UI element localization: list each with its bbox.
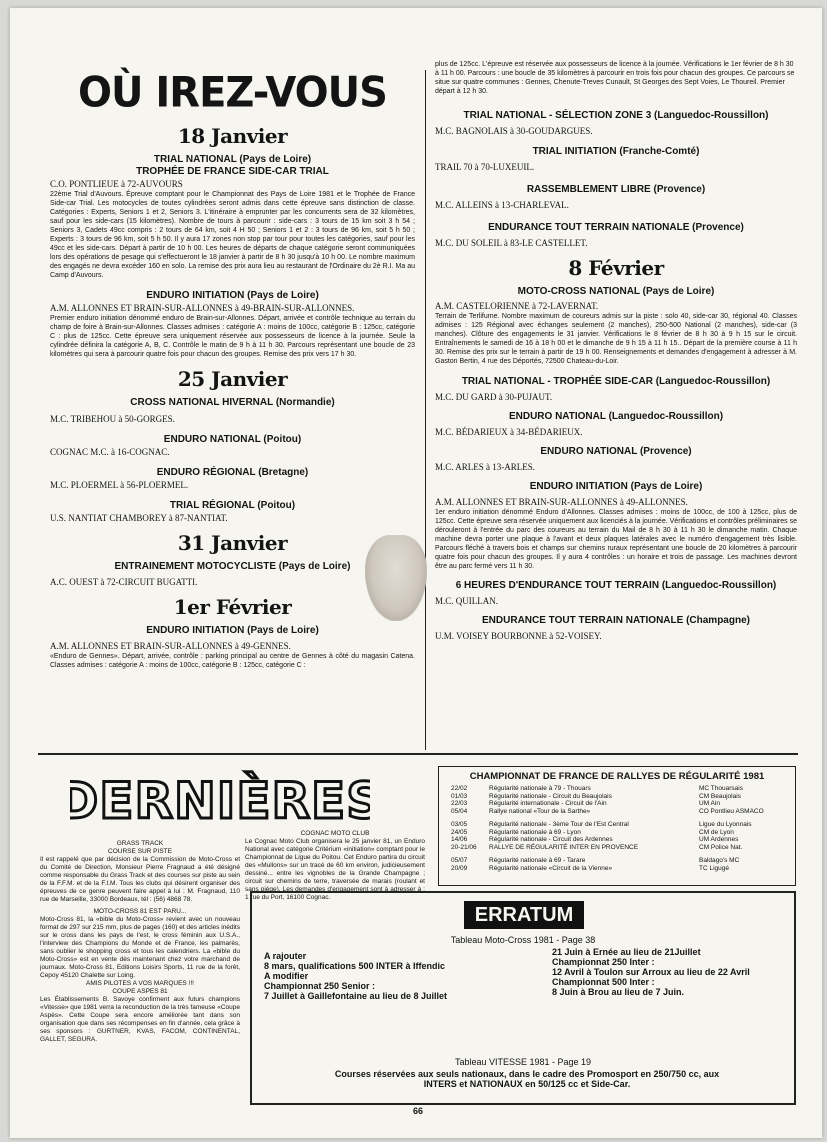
date-heading: 8 Février: [568, 256, 664, 280]
news-heading: MOTO-CROSS 81 EST PARU...: [93, 908, 187, 915]
rally-row: [439, 785, 795, 793]
rally-cell: 03/05: [451, 821, 468, 828]
event-organizer: A.M. ALLONNES ET BRAIN-SUR-ALLONNES à 49-ALLONNES.: [435, 497, 688, 507]
event-organizer: C.O. PONTLIEUE à 72-AUVOURS: [50, 179, 183, 189]
rally-cell: 22/02: [451, 785, 468, 792]
rally-title: CHAMPIONNAT DE FRANCE DE RALLYES DE RÉGULARITÉ 1981: [469, 771, 765, 782]
event-organizer: M.C. DU SOLEIL à 83-LE CASTELLET.: [435, 238, 588, 248]
rally-calendar-box: [438, 766, 796, 886]
event-organizer: A.C. OUEST à 72-CIRCUIT BUGATTI.: [50, 577, 198, 587]
rally-row: [439, 800, 795, 808]
erratum-subtitle: Tableau VITESSE 1981 - Page 19: [454, 1057, 592, 1067]
rally-row: [439, 844, 795, 852]
event-organizer: U.M. VOISEY BOURBONNE à 52-VOISEY.: [435, 631, 602, 641]
rally-cell: Régularité nationale à 79 - Thouars: [489, 785, 591, 792]
column-divider: [425, 70, 426, 750]
event-title: ENDURO INITIATION (Pays de Loire): [146, 625, 319, 636]
event-organizer: A.M. ALLONNES ET BRAIN-SUR-ALLONNES à 49-GENNES.: [50, 641, 291, 651]
rally-cell: Régularité internationale - Circuit de l'Ain: [489, 800, 607, 807]
news-heading: AMIS PILOTES A VOS MARQUES !!!: [85, 980, 194, 987]
event-title: ENDURO NATIONAL (Poitou): [163, 434, 302, 445]
event-organizer: U.S. NANTIAT CHAMBOREY à 87-NANTIAT.: [50, 513, 228, 523]
page-number: 66: [413, 1106, 424, 1116]
rally-cell: 20/09: [451, 864, 468, 872]
rally-cell: TC Ligugé: [699, 864, 729, 872]
erratum-line: A rajouter: [264, 951, 307, 961]
left-column: [50, 70, 415, 670]
portrait-photo: [365, 535, 427, 621]
erratum-subtitle: Tableau Moto-Cross 1981 - Page 38: [450, 935, 596, 945]
rally-cell: Rallye national «Tour de la Sarthe»: [489, 807, 591, 815]
erratum-right-list: [552, 947, 792, 997]
event-title: TRIAL INITIATION (Franche-Comté): [532, 146, 700, 157]
event-organizer: COGNAC M.C. à 16-COGNAC.: [50, 447, 170, 457]
rally-cell: CM Beaujolais: [699, 792, 741, 800]
rally-cell: MC Thouarsais: [699, 785, 743, 792]
erratum-note: Courses réservées aux seuls nationaux, dans le cadre des Promosport en 250/750 cc, aux INTERS et NATIONAUX en 50/125 cc et Side-Car.: [334, 1069, 720, 1089]
event-title: ENDURANCE TOUT TERRAIN NATIONALE (Provence): [488, 222, 744, 233]
rally-cell: 01/03: [451, 792, 468, 800]
event-title: TRIAL RÉGIONAL (Poitou): [169, 500, 296, 511]
event-title: ENDURANCE TOUT TERRAIN NATIONALE (Champagne): [482, 615, 750, 626]
event-title: TRIAL NATIONAL - TROPHÉE SIDE-CAR (Languedoc-Roussillon): [461, 376, 771, 387]
event-description: plus de 125cc. L'épreuve est réservée aux possesseurs de licence à la journée. Vérifications le 1er février de 8 h 30 à 11 h 00. Parcours : une boucle de 35 kilomètres à parcourir en trois fois pour chacun des groupes. Ce parcours se situe sur quatre communes : Gennes, Chenute-Treves Cunault, St Georges des Sept Voies, Le Thoureil. Premier départ à 12 h 30.: [435, 61, 795, 95]
rally-row: [439, 808, 795, 816]
rally-cell: Régularité nationale «Circuit de la Vienne»: [489, 864, 613, 872]
event-title: ENDURO NATIONAL (Provence): [540, 446, 692, 457]
event-title: TRIAL NATIONAL (Pays de Loire): [153, 154, 312, 165]
event-description: 1er enduro initiation dénommé Enduro d'Allonnes. Classes admises : moins de 100cc, de 100 à 125cc, plus de 125cc. Cette épreuve sera réservée uniquement aux licenciés à la journée. Vérifications et contrôles préliminaires se dérouleront à l'entrée du parc des coureurs au terrain du Mail de 8 h 30 à 11 h 30 le dimanche matin. Chaque machine devra porter une plaque à l'avant et deux plaques latérales avec le numéro d'engagement très lisible. Parcours fléché à travers bois et champs sur chemins ruraux représentant une boucle de 20 kilomètres à parcourir quatre fois pour chacun des groupes. Il y aura 4 contrôles : un horaire et trois de passage. Les machines devront être au parc fermé vers 11 h 30.: [435, 509, 797, 570]
rally-cell: Régularité nationale à 69 - Tarare: [489, 857, 586, 864]
rally-cell: 22/03: [451, 800, 468, 807]
event-organizer: M.C. ARLES à 13-ARLES.: [435, 462, 536, 472]
rally-cell: Régularité nationale - Circuit du Beaujolais: [489, 792, 612, 800]
erratum-line: 8 Juin à Brou au lieu de 7 Juin.: [552, 987, 685, 997]
event-organizer: M.C. ALLEINS à 13-CHARLEVAL.: [435, 200, 569, 210]
rally-cell: 14/06: [451, 836, 468, 843]
erratum-left-list: [264, 951, 524, 1001]
event-description: Premier enduro initiation dénommé enduro de Brain-sur-Allonnes. Départ, arrivée et contrôle technique au terrain du champ de foire à Brain-sur-Allonnes. Classes admises : catégorie A : moins de 100cc, catégorie B : 125cc, catégorie C : plus de 125cc. Cette épreuve sera uniquement réservée aux possesseurs de licence à la journée. Seule la cylindrée définira la catégorie A, B, C. Contrôle le matin de 9 h à 11 h 30. Parcours représentant une boucle de 23 kilomètres qui sera à parcourir quatre fois pour chacun des groupes. Remise des prix vers 17 h 30.: [50, 315, 415, 358]
event-organizer: A.M. ALLONNES ET BRAIN-SUR-ALLONNES à 49-BRAIN-SUR-ALLONNES.: [50, 303, 355, 313]
rally-cell: Régularité nationale - Circuit des Ardennes: [489, 836, 613, 843]
event-title: ENDURO NATIONAL (Languedoc-Roussillon): [508, 411, 724, 422]
event-title: TRIAL NATIONAL - SÉLECTION ZONE 3 (Languedoc-Roussillon): [463, 110, 769, 121]
rally-row: [439, 836, 795, 844]
rally-cell: CM de Lyon: [699, 828, 734, 836]
event-organizer: A.M. CASTELORIENNE à 72-LAVERNAT.: [435, 301, 599, 311]
erratum-line: A modifier: [264, 971, 309, 981]
news-heading: COURSE SUR PISTE: [108, 848, 172, 855]
rally-cell: UM Ardennes: [699, 836, 739, 843]
news-column-left: [40, 840, 240, 1044]
rally-cell: 24/05: [451, 828, 468, 836]
event-title: CROSS NATIONAL HIVERNAL (Normandie): [130, 397, 335, 408]
rally-row: [439, 857, 795, 865]
rally-cell: 05/04: [451, 807, 468, 815]
erratum-line: 7 Juillet à Gaillefontaine au lieu de 8 Juillet: [264, 991, 448, 1001]
news-body: Les Établissements B. Savoye confirment aux futurs champions «Vitesse» que 1981 verra la reconduction de la très fameuse «Coupe Aspès». Cette Coupe sera encore améliorée tant dans son organisation que dans ses récompenses en fin d'année, cela grâce à ses sponsors : GURTNER, KVAS, FACOM, CONTINENTAL, GALLET, SEGURA.: [40, 996, 240, 1043]
news-heading: COUPE ASPES 81: [112, 988, 168, 995]
dernieres-logo: [70, 768, 370, 830]
event-organizer: M.C. BÉDARIEUX à 34-BÉDARIEUX.: [435, 427, 583, 437]
news-body: Il est rappelé que par décision de la Commission de Moto-Cross et du Comité de Direction, Monsieur Pierre Fragnaud a été désigné comme responsable du Grass Track et des courses sur piste au sein de la F.F.M. et de la F.I.M. Tous les clubs qui désirent organiser des épreuves de ce genre peuvent faire appel à lui : M. Fragnaud, 110 rue de Marseille, 33000 Bordeaux, tél : (56) 4868 78.: [40, 856, 240, 903]
rally-row: [439, 793, 795, 801]
rally-cell: Régularité nationale - 3ème Tour de l'Est Central: [489, 821, 629, 828]
rally-cell: Régularité nationale à 69 - Lyon: [489, 828, 581, 836]
event-title: ENDURO INITIATION (Pays de Loire): [146, 290, 319, 301]
news-heading: GRASS TRACK: [116, 840, 164, 847]
event-title: ENDURO RÉGIONAL (Bretagne): [156, 467, 309, 478]
news-body: Le Cognac Moto Club organisera le 25 janvier 81, un Enduro National avec catégorie Critérium «initiation» comptant pour le Championnat de Ligue du Poitou. Cet Enduro partira du circuit des «Mullons» sur un tracé de 60 km environ, judicieusement dessiné... entre les vignobles de la Grande Champagne ; circuit sur chemins de terre, traversée de marais (roulant et sans piège). Les demandes d'engagement sont à adresser à : 1 rue du Port, 16100 Cognac.: [245, 838, 425, 901]
dernieres-logo-art: [70, 768, 370, 830]
event-title: MOTO-CROSS NATIONAL (Pays de Loire): [517, 286, 715, 297]
event-organizer: M.C. TRIBEHOU à 50-GORGES.: [50, 414, 175, 424]
erratum-line: Championnat 500 Inter :: [552, 977, 655, 987]
event-title: 6 HEURES D'ENDURANCE TOUT TERRAIN (Languedoc-Roussillon): [455, 580, 777, 591]
event-organizer: TRAIL 70 à 70-LUXEUIL.: [435, 162, 535, 172]
event-subtitle: TROPHÉE DE FRANCE SIDE-CAR TRIAL: [136, 166, 329, 177]
rally-cell: Ligue du Lyonnais: [699, 821, 752, 828]
event-organizer: M.C. QUILLAN.: [435, 596, 498, 606]
rally-cell: 05/07: [451, 857, 468, 864]
news-heading: COGNAC MOTO CLUB: [300, 830, 370, 837]
date-heading: 31 Janvier: [177, 531, 288, 555]
section-divider: [38, 753, 798, 755]
erratum-line: 12 Avril à Toulon sur Arroux au lieu de 22 Avril: [552, 967, 750, 977]
rally-row: [439, 821, 795, 829]
erratum-box: [250, 891, 796, 1105]
rally-row: [439, 865, 795, 873]
rally-cell: CO Pontlieu ASMACO: [699, 807, 764, 815]
event-description: Terrain de Terlifume. Nombre maximum de coureurs admis sur la piste : solo 40, side-car 30, régional 40. Classes admises : 125 Régional avec échanges seulement (2 manches), 250-500 National (2 manches), side-car (3 manches). Clôture des engagements le 31 janvier. Vérifications le 8 février de 8 h 30 à 9 h 15 sur le circuit. Entraînements le samedi de 16 à 18 h 00 et le dimanche de 9 h 15 à 11 h 15.. Départ de la première course à 11 h 30. Remise des prix sur le terrain à partir de 19 h 00. Renseignements et demandes d'engagement à adresser à M. Gaston Bertin, 4 rue des Déportés, 72500 Chateau-du-Loir.: [435, 313, 797, 365]
dernieres-heading: DERNIÈRES: [70, 772, 370, 830]
right-column: [435, 60, 797, 642]
event-title: RASSEMBLEMENT LIBRE (Provence): [526, 184, 706, 195]
event-description: 22ème Trial d'Auvours. Épreuve comptant pour le Championnat des Pays de Loire 1981 et le Trophée de France Side-car Trial. Les motocycles de toutes cylindrées seront admis dans cette épreuve sans distinction de classe. Catégories : Experts, Seniors 1 et 2, Seniors 3. L'itinéraire à emprunter par les concurrents sera de 32 kilomètres, sauf pour les side-cars (15 kilomètres). Nombre de tours à parcourir : side-cars : 3 tours de 15 km soit 3 h 54 ; Seniors 3, Cadets 49cc compris : 2 tours de 64 km, soit 4 H 50 ; Seniors 1 et 2 : 3 tours de 96 km, soit 5 h 50 ; Experts : 3 tours de 96 km, soit 5 h 50. Il y aura 17 zones non stop par tour pour toutes les catégories, sauf pour les 49cc et les side-cars. Départ à partir de 10 h 00. Les heures de départs de chaque catégorie seront communiquées lors des opérations de pesage qui s'effectueront le 18 janvier à partir de 8 h 30 jusqu'à 10 h 00. Le nombre maximum des engagés ne devra excéder 160 en solo. La remise des prix aura lieu au restaurant de l'Ordinaire du 2è R.I. Ma au Camp d'Auvours.: [50, 191, 415, 279]
date-heading: 25 Janvier: [177, 367, 288, 391]
rally-cell: CM Police Nat.: [699, 843, 743, 851]
magazine-page: [10, 8, 822, 1138]
rally-table: [439, 785, 795, 872]
event-organizer: M.C. BAGNOLAIS à 30-GOUDARGUES.: [435, 126, 593, 136]
erratum-line: 21 Juin à Ernée au lieu de 21Juillet: [552, 947, 701, 957]
event-title: ENDURO INITIATION (Pays de Loire): [529, 481, 703, 492]
erratum-line: 8 mars, qualifications 500 INTER à Iffendic: [264, 961, 446, 971]
rally-row: [439, 829, 795, 837]
date-heading: 18 Janvier: [177, 124, 288, 148]
news-body: Moto-Cross 81, la «bible du Moto-Cross» revient avec un nouveau format de 297 sur 215 mm, plus de pages (160) et des articles inédits sur le cross dans les pays de l'est, le cross féminin aux U.S.A., l'interview des Champions du Monde et de France, les palmarès, sans oublier le shopping cross et tous les calendriers. La «bible du Moto-Cross» est en vente dès maintenant chez votre marchand de journaux. Moto-Cross 81, Editions Loisirs Sports, 11 rue de la forêt, Cepoy 45120 Chalette sur Loing.: [40, 916, 240, 979]
erratum-line: Championnat 250 Inter :: [552, 957, 655, 967]
rally-cell: 20-21/06: [451, 843, 477, 851]
event-title: ENTRAINEMENT MOTOCYCLISTE (Pays de Loire): [114, 561, 351, 572]
rally-cell: Baldago's MC: [699, 857, 740, 864]
erratum-line: Championnat 250 Senior :: [264, 981, 376, 991]
event-organizer: M.C. DU GARD à 30-PUJAUT.: [435, 392, 553, 402]
rally-cell: UM Ain: [699, 800, 720, 807]
erratum-heading: ERRATUM: [464, 901, 584, 929]
date-heading: 1er Février: [173, 595, 292, 619]
rally-cell: RALLYE DE RÉGULARITÉ INTER EN PROVENCE: [489, 843, 639, 851]
page-title: OÙ IREZ-VOUS: [78, 68, 387, 118]
event-organizer: M.C. PLOERMEL à 56-PLOERMEL.: [50, 480, 189, 490]
event-description: «Enduro de Gennes». Départ, arrivée, contrôle : parking principal au centre de Gennes à côté du magasin Catena. Classes admises : catégorie A : moins de 100cc, catégorie B : 125cc, catégorie C :: [50, 653, 415, 669]
